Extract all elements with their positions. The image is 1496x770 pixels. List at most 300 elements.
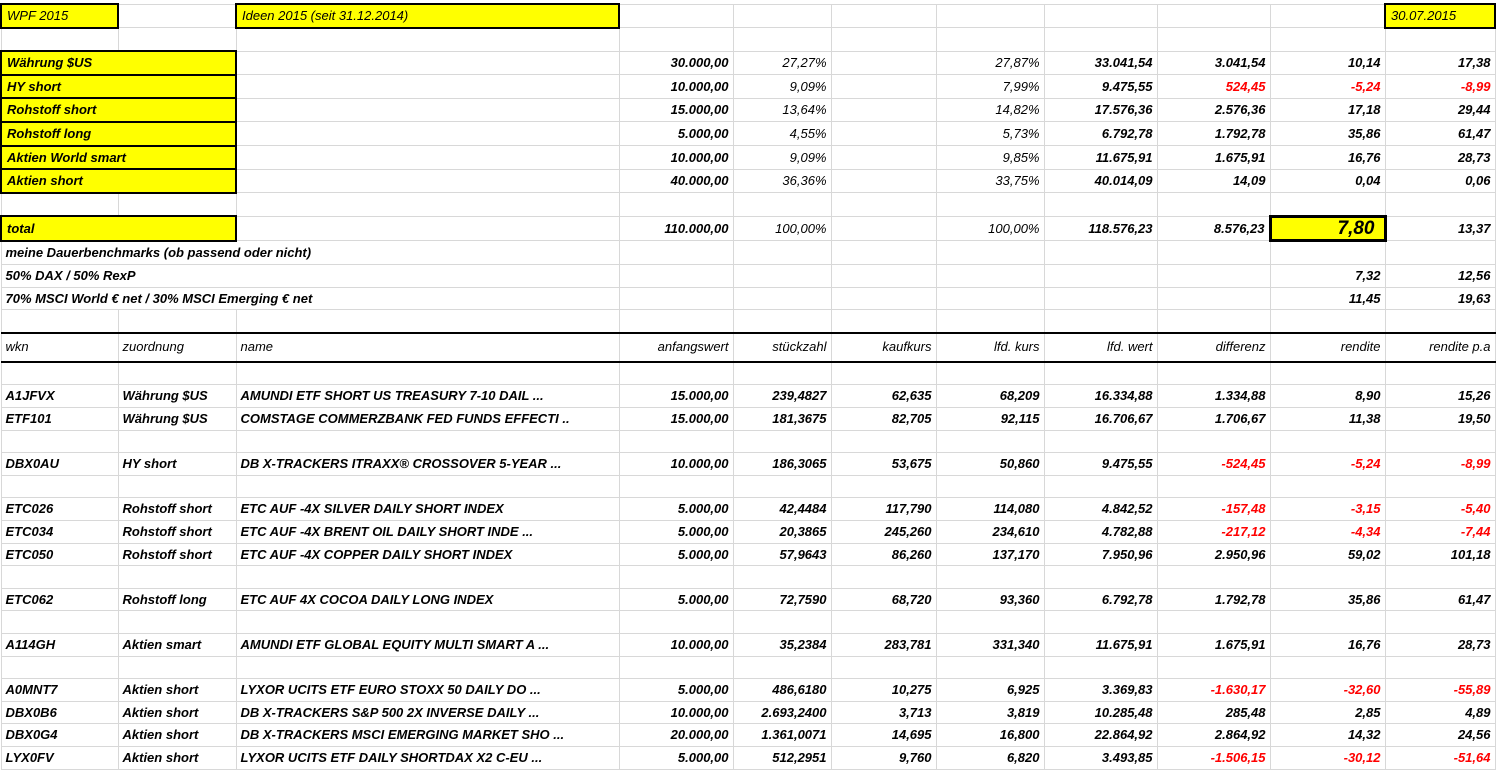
- position-wkn-cell[interactable]: LYX0FV: [1, 746, 118, 769]
- benchmark-rendite-pa-cell[interactable]: 19,63: [1385, 287, 1495, 310]
- position-lfd-kurs-cell[interactable]: 114,080: [936, 498, 1044, 521]
- summary-rendite-cell[interactable]: 16,76: [1270, 146, 1385, 170]
- empty-cell[interactable]: [1157, 475, 1270, 498]
- position-anfangswert-cell[interactable]: 5.000,00: [619, 520, 733, 543]
- empty-cell[interactable]: [1, 193, 118, 217]
- position-anfangswert-cell[interactable]: 15.000,00: [619, 408, 733, 431]
- summary-label-cell[interactable]: Aktien World smart: [1, 146, 236, 170]
- position-lfd-wert-cell[interactable]: 10.285,48: [1044, 701, 1157, 724]
- summary-differenz-cell[interactable]: 14,09: [1157, 169, 1270, 193]
- empty-cell[interactable]: [831, 169, 936, 193]
- empty-cell[interactable]: [1385, 28, 1495, 52]
- position-rendite-pa-cell[interactable]: 61,47: [1385, 588, 1495, 611]
- summary-anteil-plan-cell[interactable]: 27,27%: [733, 51, 831, 75]
- empty-cell[interactable]: [936, 310, 1044, 333]
- position-zuordnung-cell[interactable]: Aktien short: [118, 746, 236, 769]
- empty-cell[interactable]: [236, 216, 619, 241]
- benchmark-label-cell[interactable]: 70% MSCI World € net / 30% MSCI Emerging € net: [1, 287, 619, 310]
- position-rendite-pa-cell[interactable]: -51,64: [1385, 746, 1495, 769]
- empty-cell[interactable]: [1, 566, 118, 589]
- empty-cell[interactable]: [1270, 241, 1385, 265]
- position-name-cell[interactable]: ETC AUF 4X COCOA DAILY LONG INDEX: [236, 588, 619, 611]
- summary-rendite-cell[interactable]: 35,86: [1270, 122, 1385, 146]
- summary-differenz-cell[interactable]: 3.041,54: [1157, 51, 1270, 75]
- position-differenz-cell[interactable]: 1.706,67: [1157, 408, 1270, 431]
- empty-cell[interactable]: [936, 611, 1044, 634]
- position-lfd-kurs-cell[interactable]: 16,800: [936, 724, 1044, 747]
- header-anfangswert[interactable]: anfangswert: [619, 333, 733, 362]
- summary-anteil-plan-cell[interactable]: 9,09%: [733, 146, 831, 170]
- date-cell[interactable]: 30.07.2015: [1385, 4, 1495, 28]
- position-differenz-cell[interactable]: -1.630,17: [1157, 679, 1270, 702]
- empty-cell[interactable]: [619, 193, 733, 217]
- empty-cell[interactable]: [936, 28, 1044, 52]
- position-lfd-wert-cell[interactable]: 7.950,96: [1044, 543, 1157, 566]
- position-rendite-cell[interactable]: 8,90: [1270, 385, 1385, 408]
- empty-cell[interactable]: [1044, 656, 1157, 679]
- position-zuordnung-cell[interactable]: Aktien smart: [118, 633, 236, 656]
- summary-rendite-pa-cell[interactable]: 28,73: [1385, 146, 1495, 170]
- total-rendite-highlight-cell[interactable]: 7,80: [1270, 216, 1385, 241]
- empty-cell[interactable]: [1157, 287, 1270, 310]
- position-differenz-cell[interactable]: 2.864,92: [1157, 724, 1270, 747]
- summary-anteil-ist-cell[interactable]: 33,75%: [936, 169, 1044, 193]
- empty-cell[interactable]: [619, 362, 733, 385]
- position-anfangswert-cell[interactable]: 5.000,00: [619, 588, 733, 611]
- empty-cell[interactable]: [1, 28, 118, 52]
- position-name-cell[interactable]: AMUNDI ETF GLOBAL EQUITY MULTI SMART A ...: [236, 633, 619, 656]
- empty-cell[interactable]: [1157, 656, 1270, 679]
- summary-anteil-ist-cell[interactable]: 27,87%: [936, 51, 1044, 75]
- position-lfd-wert-cell[interactable]: 3.369,83: [1044, 679, 1157, 702]
- empty-cell[interactable]: [236, 310, 619, 333]
- empty-cell[interactable]: [1044, 430, 1157, 453]
- position-wkn-cell[interactable]: A0MNT7: [1, 679, 118, 702]
- empty-cell[interactable]: [1044, 193, 1157, 217]
- header-wkn[interactable]: wkn: [1, 333, 118, 362]
- position-stueckzahl-cell[interactable]: 35,2384: [733, 633, 831, 656]
- summary-label-cell[interactable]: Währung $US: [1, 51, 236, 75]
- position-differenz-cell[interactable]: 1.334,88: [1157, 385, 1270, 408]
- empty-cell[interactable]: [118, 28, 236, 52]
- empty-cell[interactable]: [236, 169, 619, 193]
- empty-cell[interactable]: [1044, 265, 1157, 288]
- empty-cell[interactable]: [831, 430, 936, 453]
- position-rendite-pa-cell[interactable]: 19,50: [1385, 408, 1495, 431]
- position-kaufkurs-cell[interactable]: 62,635: [831, 385, 936, 408]
- position-name-cell[interactable]: ETC AUF -4X COPPER DAILY SHORT INDEX: [236, 543, 619, 566]
- total-label-cell[interactable]: total: [1, 216, 236, 241]
- empty-cell[interactable]: [831, 75, 936, 99]
- position-anfangswert-cell[interactable]: 10.000,00: [619, 453, 733, 476]
- summary-rendite-pa-cell[interactable]: -8,99: [1385, 75, 1495, 99]
- benchmark-label-cell[interactable]: 50% DAX / 50% RexP: [1, 265, 619, 288]
- empty-cell[interactable]: [236, 146, 619, 170]
- position-lfd-kurs-cell[interactable]: 234,610: [936, 520, 1044, 543]
- empty-cell[interactable]: [1385, 430, 1495, 453]
- empty-cell[interactable]: [1157, 566, 1270, 589]
- summary-lfd-wert-cell[interactable]: 33.041,54: [1044, 51, 1157, 75]
- position-rendite-cell[interactable]: -5,24: [1270, 453, 1385, 476]
- ideen-title-cell[interactable]: Ideen 2015 (seit 31.12.2014): [236, 4, 619, 28]
- position-rendite-cell[interactable]: 2,85: [1270, 701, 1385, 724]
- empty-cell[interactable]: [831, 362, 936, 385]
- position-zuordnung-cell[interactable]: Aktien short: [118, 724, 236, 747]
- position-name-cell[interactable]: ETC AUF -4X BRENT OIL DAILY SHORT INDE ...: [236, 520, 619, 543]
- empty-cell[interactable]: [236, 28, 619, 52]
- position-kaufkurs-cell[interactable]: 3,713: [831, 701, 936, 724]
- empty-cell[interactable]: [936, 241, 1044, 265]
- empty-cell[interactable]: [236, 98, 619, 122]
- empty-cell[interactable]: [831, 28, 936, 52]
- position-wkn-cell[interactable]: ETC034: [1, 520, 118, 543]
- position-wkn-cell[interactable]: DBX0B6: [1, 701, 118, 724]
- summary-differenz-cell[interactable]: 524,45: [1157, 75, 1270, 99]
- empty-cell[interactable]: [236, 75, 619, 99]
- position-zuordnung-cell[interactable]: HY short: [118, 453, 236, 476]
- empty-cell[interactable]: [1270, 656, 1385, 679]
- position-kaufkurs-cell[interactable]: 82,705: [831, 408, 936, 431]
- empty-cell[interactable]: [1270, 4, 1385, 28]
- empty-cell[interactable]: [936, 656, 1044, 679]
- summary-label-cell[interactable]: Rohstoff short: [1, 98, 236, 122]
- empty-cell[interactable]: [936, 193, 1044, 217]
- position-stueckzahl-cell[interactable]: 486,6180: [733, 679, 831, 702]
- empty-cell[interactable]: [1, 611, 118, 634]
- position-stueckzahl-cell[interactable]: 181,3675: [733, 408, 831, 431]
- position-rendite-pa-cell[interactable]: 4,89: [1385, 701, 1495, 724]
- empty-cell[interactable]: [831, 193, 936, 217]
- position-rendite-cell[interactable]: 59,02: [1270, 543, 1385, 566]
- header-lfd-wert[interactable]: lfd. wert: [1044, 333, 1157, 362]
- position-name-cell[interactable]: COMSTAGE COMMERZBANK FED FUNDS EFFECTI ..: [236, 408, 619, 431]
- empty-cell[interactable]: [1044, 287, 1157, 310]
- position-kaufkurs-cell[interactable]: 245,260: [831, 520, 936, 543]
- empty-cell[interactable]: [118, 193, 236, 217]
- empty-cell[interactable]: [733, 362, 831, 385]
- position-rendite-pa-cell[interactable]: -5,40: [1385, 498, 1495, 521]
- position-differenz-cell[interactable]: -1.506,15: [1157, 746, 1270, 769]
- empty-cell[interactable]: [118, 430, 236, 453]
- position-differenz-cell[interactable]: 285,48: [1157, 701, 1270, 724]
- empty-cell[interactable]: [1044, 4, 1157, 28]
- summary-differenz-cell[interactable]: 2.576,36: [1157, 98, 1270, 122]
- position-anfangswert-cell[interactable]: 10.000,00: [619, 701, 733, 724]
- empty-cell[interactable]: [619, 566, 733, 589]
- position-name-cell[interactable]: DB X-TRACKERS MSCI EMERGING MARKET SHO ...: [236, 724, 619, 747]
- summary-anteil-ist-cell[interactable]: 5,73%: [936, 122, 1044, 146]
- empty-cell[interactable]: [1385, 656, 1495, 679]
- position-lfd-wert-cell[interactable]: 11.675,91: [1044, 633, 1157, 656]
- position-kaufkurs-cell[interactable]: 117,790: [831, 498, 936, 521]
- position-rendite-cell[interactable]: 35,86: [1270, 588, 1385, 611]
- empty-cell[interactable]: [236, 122, 619, 146]
- position-lfd-kurs-cell[interactable]: 6,925: [936, 679, 1044, 702]
- position-rendite-pa-cell[interactable]: 24,56: [1385, 724, 1495, 747]
- position-wkn-cell[interactable]: DBX0AU: [1, 453, 118, 476]
- empty-cell[interactable]: [733, 475, 831, 498]
- position-name-cell[interactable]: DB X-TRACKERS S&P 500 2X INVERSE DAILY ...: [236, 701, 619, 724]
- position-lfd-kurs-cell[interactable]: 137,170: [936, 543, 1044, 566]
- position-differenz-cell[interactable]: 2.950,96: [1157, 543, 1270, 566]
- position-rendite-cell[interactable]: -4,34: [1270, 520, 1385, 543]
- summary-label-cell[interactable]: Aktien short: [1, 169, 236, 193]
- position-rendite-pa-cell[interactable]: -55,89: [1385, 679, 1495, 702]
- empty-cell[interactable]: [619, 28, 733, 52]
- empty-cell[interactable]: [619, 287, 733, 310]
- summary-lfd-wert-cell[interactable]: 9.475,55: [1044, 75, 1157, 99]
- summary-anteil-plan-cell[interactable]: 13,64%: [733, 98, 831, 122]
- position-zuordnung-cell[interactable]: Aktien short: [118, 701, 236, 724]
- empty-cell[interactable]: [1157, 611, 1270, 634]
- empty-cell[interactable]: [831, 51, 936, 75]
- total-anteil-plan-cell[interactable]: 100,00%: [733, 216, 831, 241]
- position-name-cell[interactable]: AMUNDI ETF SHORT US TREASURY 7-10 DAIL ...: [236, 385, 619, 408]
- position-zuordnung-cell[interactable]: Währung $US: [118, 408, 236, 431]
- empty-cell[interactable]: [236, 362, 619, 385]
- position-differenz-cell[interactable]: 1.792,78: [1157, 588, 1270, 611]
- header-name[interactable]: name: [236, 333, 619, 362]
- position-name-cell[interactable]: DB X-TRACKERS ITRAXX® CROSSOVER 5-YEAR ...: [236, 453, 619, 476]
- position-kaufkurs-cell[interactable]: 283,781: [831, 633, 936, 656]
- position-wkn-cell[interactable]: ETC062: [1, 588, 118, 611]
- empty-cell[interactable]: [1385, 310, 1495, 333]
- empty-cell[interactable]: [236, 51, 619, 75]
- position-kaufkurs-cell[interactable]: 53,675: [831, 453, 936, 476]
- summary-anfangswert-cell[interactable]: 5.000,00: [619, 122, 733, 146]
- summary-rendite-pa-cell[interactable]: 29,44: [1385, 98, 1495, 122]
- empty-cell[interactable]: [1270, 310, 1385, 333]
- position-wkn-cell[interactable]: ETC050: [1, 543, 118, 566]
- empty-cell[interactable]: [118, 656, 236, 679]
- summary-lfd-wert-cell[interactable]: 40.014,09: [1044, 169, 1157, 193]
- empty-cell[interactable]: [1385, 611, 1495, 634]
- position-zuordnung-cell[interactable]: Rohstoff short: [118, 520, 236, 543]
- empty-cell[interactable]: [1157, 241, 1270, 265]
- empty-cell[interactable]: [831, 241, 936, 265]
- empty-cell[interactable]: [236, 566, 619, 589]
- position-zuordnung-cell[interactable]: Aktien short: [118, 679, 236, 702]
- header-rendite-pa[interactable]: rendite p.a: [1385, 333, 1495, 362]
- position-stueckzahl-cell[interactable]: 512,2951: [733, 746, 831, 769]
- empty-cell[interactable]: [619, 265, 733, 288]
- summary-anteil-plan-cell[interactable]: 9,09%: [733, 75, 831, 99]
- position-wkn-cell[interactable]: DBX0G4: [1, 724, 118, 747]
- empty-cell[interactable]: [1044, 362, 1157, 385]
- empty-cell[interactable]: [1270, 475, 1385, 498]
- header-lfd-kurs[interactable]: lfd. kurs: [936, 333, 1044, 362]
- total-anteil-ist-cell[interactable]: 100,00%: [936, 216, 1044, 241]
- position-stueckzahl-cell[interactable]: 186,3065: [733, 453, 831, 476]
- position-stueckzahl-cell[interactable]: 2.693,2400: [733, 701, 831, 724]
- empty-cell[interactable]: [733, 310, 831, 333]
- summary-rendite-cell[interactable]: 0,04: [1270, 169, 1385, 193]
- position-anfangswert-cell[interactable]: 20.000,00: [619, 724, 733, 747]
- position-rendite-pa-cell[interactable]: -8,99: [1385, 453, 1495, 476]
- header-stueckzahl[interactable]: stückzahl: [733, 333, 831, 362]
- position-anfangswert-cell[interactable]: 5.000,00: [619, 679, 733, 702]
- empty-cell[interactable]: [1270, 430, 1385, 453]
- wpf-title-cell[interactable]: WPF 2015: [1, 4, 118, 28]
- empty-cell[interactable]: [1044, 475, 1157, 498]
- empty-cell[interactable]: [1157, 28, 1270, 52]
- header-zuordnung[interactable]: zuordnung: [118, 333, 236, 362]
- benchmark-rendite-cell[interactable]: 7,32: [1270, 265, 1385, 288]
- empty-cell[interactable]: [733, 656, 831, 679]
- position-lfd-wert-cell[interactable]: 6.792,78: [1044, 588, 1157, 611]
- position-lfd-kurs-cell[interactable]: 3,819: [936, 701, 1044, 724]
- empty-cell[interactable]: [1, 475, 118, 498]
- empty-cell[interactable]: [118, 566, 236, 589]
- summary-rendite-pa-cell[interactable]: 17,38: [1385, 51, 1495, 75]
- position-rendite-cell[interactable]: 11,38: [1270, 408, 1385, 431]
- position-name-cell[interactable]: ETC AUF -4X SILVER DAILY SHORT INDEX: [236, 498, 619, 521]
- empty-cell[interactable]: [1157, 430, 1270, 453]
- empty-cell[interactable]: [733, 611, 831, 634]
- position-rendite-pa-cell[interactable]: 101,18: [1385, 543, 1495, 566]
- empty-cell[interactable]: [1, 656, 118, 679]
- position-anfangswert-cell[interactable]: 15.000,00: [619, 385, 733, 408]
- empty-cell[interactable]: [118, 4, 236, 28]
- position-anfangswert-cell[interactable]: 5.000,00: [619, 746, 733, 769]
- position-lfd-kurs-cell[interactable]: 68,209: [936, 385, 1044, 408]
- empty-cell[interactable]: [733, 566, 831, 589]
- position-wkn-cell[interactable]: ETC026: [1, 498, 118, 521]
- position-rendite-pa-cell[interactable]: -7,44: [1385, 520, 1495, 543]
- empty-cell[interactable]: [1385, 362, 1495, 385]
- empty-cell[interactable]: [936, 362, 1044, 385]
- empty-cell[interactable]: [1, 430, 118, 453]
- empty-cell[interactable]: [1157, 310, 1270, 333]
- empty-cell[interactable]: [733, 287, 831, 310]
- position-lfd-kurs-cell[interactable]: 93,360: [936, 588, 1044, 611]
- empty-cell[interactable]: [733, 193, 831, 217]
- empty-cell[interactable]: [1157, 265, 1270, 288]
- empty-cell[interactable]: [619, 4, 733, 28]
- position-lfd-wert-cell[interactable]: 3.493,85: [1044, 746, 1157, 769]
- empty-cell[interactable]: [831, 475, 936, 498]
- position-name-cell[interactable]: LYXOR UCITS ETF DAILY SHORTDAX X2 C-EU ...: [236, 746, 619, 769]
- position-stueckzahl-cell[interactable]: 20,3865: [733, 520, 831, 543]
- position-rendite-cell[interactable]: 16,76: [1270, 633, 1385, 656]
- empty-cell[interactable]: [619, 241, 733, 265]
- total-lfd-wert-cell[interactable]: 118.576,23: [1044, 216, 1157, 241]
- position-kaufkurs-cell[interactable]: 9,760: [831, 746, 936, 769]
- empty-cell[interactable]: [236, 193, 619, 217]
- benchmark-rendite-cell[interactable]: 11,45: [1270, 287, 1385, 310]
- position-name-cell[interactable]: LYXOR UCITS ETF EURO STOXX 50 DAILY DO ...: [236, 679, 619, 702]
- empty-cell[interactable]: [619, 611, 733, 634]
- position-rendite-cell[interactable]: 14,32: [1270, 724, 1385, 747]
- empty-cell[interactable]: [936, 475, 1044, 498]
- position-anfangswert-cell[interactable]: 10.000,00: [619, 633, 733, 656]
- summary-anfangswert-cell[interactable]: 30.000,00: [619, 51, 733, 75]
- empty-cell[interactable]: [733, 28, 831, 52]
- empty-cell[interactable]: [619, 430, 733, 453]
- summary-anteil-ist-cell[interactable]: 14,82%: [936, 98, 1044, 122]
- empty-cell[interactable]: [831, 310, 936, 333]
- position-rendite-pa-cell[interactable]: 28,73: [1385, 633, 1495, 656]
- total-anfangswert-cell[interactable]: 110.000,00: [619, 216, 733, 241]
- position-kaufkurs-cell[interactable]: 10,275: [831, 679, 936, 702]
- empty-cell[interactable]: [831, 4, 936, 28]
- position-zuordnung-cell[interactable]: Rohstoff short: [118, 543, 236, 566]
- position-anfangswert-cell[interactable]: 5.000,00: [619, 498, 733, 521]
- empty-cell[interactable]: [1157, 362, 1270, 385]
- empty-cell[interactable]: [1385, 566, 1495, 589]
- header-kaufkurs[interactable]: kaufkurs: [831, 333, 936, 362]
- position-lfd-wert-cell[interactable]: 16.334,88: [1044, 385, 1157, 408]
- empty-cell[interactable]: [733, 265, 831, 288]
- empty-cell[interactable]: [831, 287, 936, 310]
- summary-anfangswert-cell[interactable]: 10.000,00: [619, 75, 733, 99]
- empty-cell[interactable]: [831, 611, 936, 634]
- empty-cell[interactable]: [1044, 28, 1157, 52]
- summary-lfd-wert-cell[interactable]: 17.576,36: [1044, 98, 1157, 122]
- summary-lfd-wert-cell[interactable]: 11.675,91: [1044, 146, 1157, 170]
- position-differenz-cell[interactable]: -157,48: [1157, 498, 1270, 521]
- empty-cell[interactable]: [831, 146, 936, 170]
- empty-cell[interactable]: [1385, 193, 1495, 217]
- empty-cell[interactable]: [1270, 611, 1385, 634]
- empty-cell[interactable]: [936, 4, 1044, 28]
- position-kaufkurs-cell[interactable]: 14,695: [831, 724, 936, 747]
- summary-anfangswert-cell[interactable]: 40.000,00: [619, 169, 733, 193]
- position-differenz-cell[interactable]: -217,12: [1157, 520, 1270, 543]
- summary-rendite-pa-cell[interactable]: 61,47: [1385, 122, 1495, 146]
- position-lfd-wert-cell[interactable]: 9.475,55: [1044, 453, 1157, 476]
- position-stueckzahl-cell[interactable]: 42,4484: [733, 498, 831, 521]
- empty-cell[interactable]: [733, 4, 831, 28]
- position-lfd-wert-cell[interactable]: 4.842,52: [1044, 498, 1157, 521]
- empty-cell[interactable]: [1044, 611, 1157, 634]
- summary-anfangswert-cell[interactable]: 15.000,00: [619, 98, 733, 122]
- empty-cell[interactable]: [831, 122, 936, 146]
- position-anfangswert-cell[interactable]: 5.000,00: [619, 543, 733, 566]
- empty-cell[interactable]: [1157, 4, 1270, 28]
- empty-cell[interactable]: [118, 611, 236, 634]
- empty-cell[interactable]: [619, 475, 733, 498]
- total-rendite-pa-cell[interactable]: 13,37: [1385, 216, 1495, 241]
- empty-cell[interactable]: [1044, 566, 1157, 589]
- empty-cell[interactable]: [236, 475, 619, 498]
- position-zuordnung-cell[interactable]: Währung $US: [118, 385, 236, 408]
- position-wkn-cell[interactable]: A1JFVX: [1, 385, 118, 408]
- empty-cell[interactable]: [118, 310, 236, 333]
- position-lfd-wert-cell[interactable]: 16.706,67: [1044, 408, 1157, 431]
- empty-cell[interactable]: [831, 216, 936, 241]
- empty-cell[interactable]: [733, 241, 831, 265]
- summary-anteil-ist-cell[interactable]: 7,99%: [936, 75, 1044, 99]
- header-rendite[interactable]: rendite: [1270, 333, 1385, 362]
- empty-cell[interactable]: [1385, 475, 1495, 498]
- empty-cell[interactable]: [236, 430, 619, 453]
- empty-cell[interactable]: [118, 475, 236, 498]
- position-differenz-cell[interactable]: 1.675,91: [1157, 633, 1270, 656]
- position-lfd-wert-cell[interactable]: 4.782,88: [1044, 520, 1157, 543]
- empty-cell[interactable]: [236, 656, 619, 679]
- position-stueckzahl-cell[interactable]: 57,9643: [733, 543, 831, 566]
- empty-cell[interactable]: [1044, 310, 1157, 333]
- empty-cell[interactable]: [1270, 28, 1385, 52]
- empty-cell[interactable]: [831, 98, 936, 122]
- position-stueckzahl-cell[interactable]: 72,7590: [733, 588, 831, 611]
- empty-cell[interactable]: [1270, 193, 1385, 217]
- position-differenz-cell[interactable]: -524,45: [1157, 453, 1270, 476]
- position-rendite-cell[interactable]: -30,12: [1270, 746, 1385, 769]
- benchmarks-heading-cell[interactable]: meine Dauerbenchmarks (ob passend oder nicht): [1, 241, 619, 265]
- summary-rendite-pa-cell[interactable]: 0,06: [1385, 169, 1495, 193]
